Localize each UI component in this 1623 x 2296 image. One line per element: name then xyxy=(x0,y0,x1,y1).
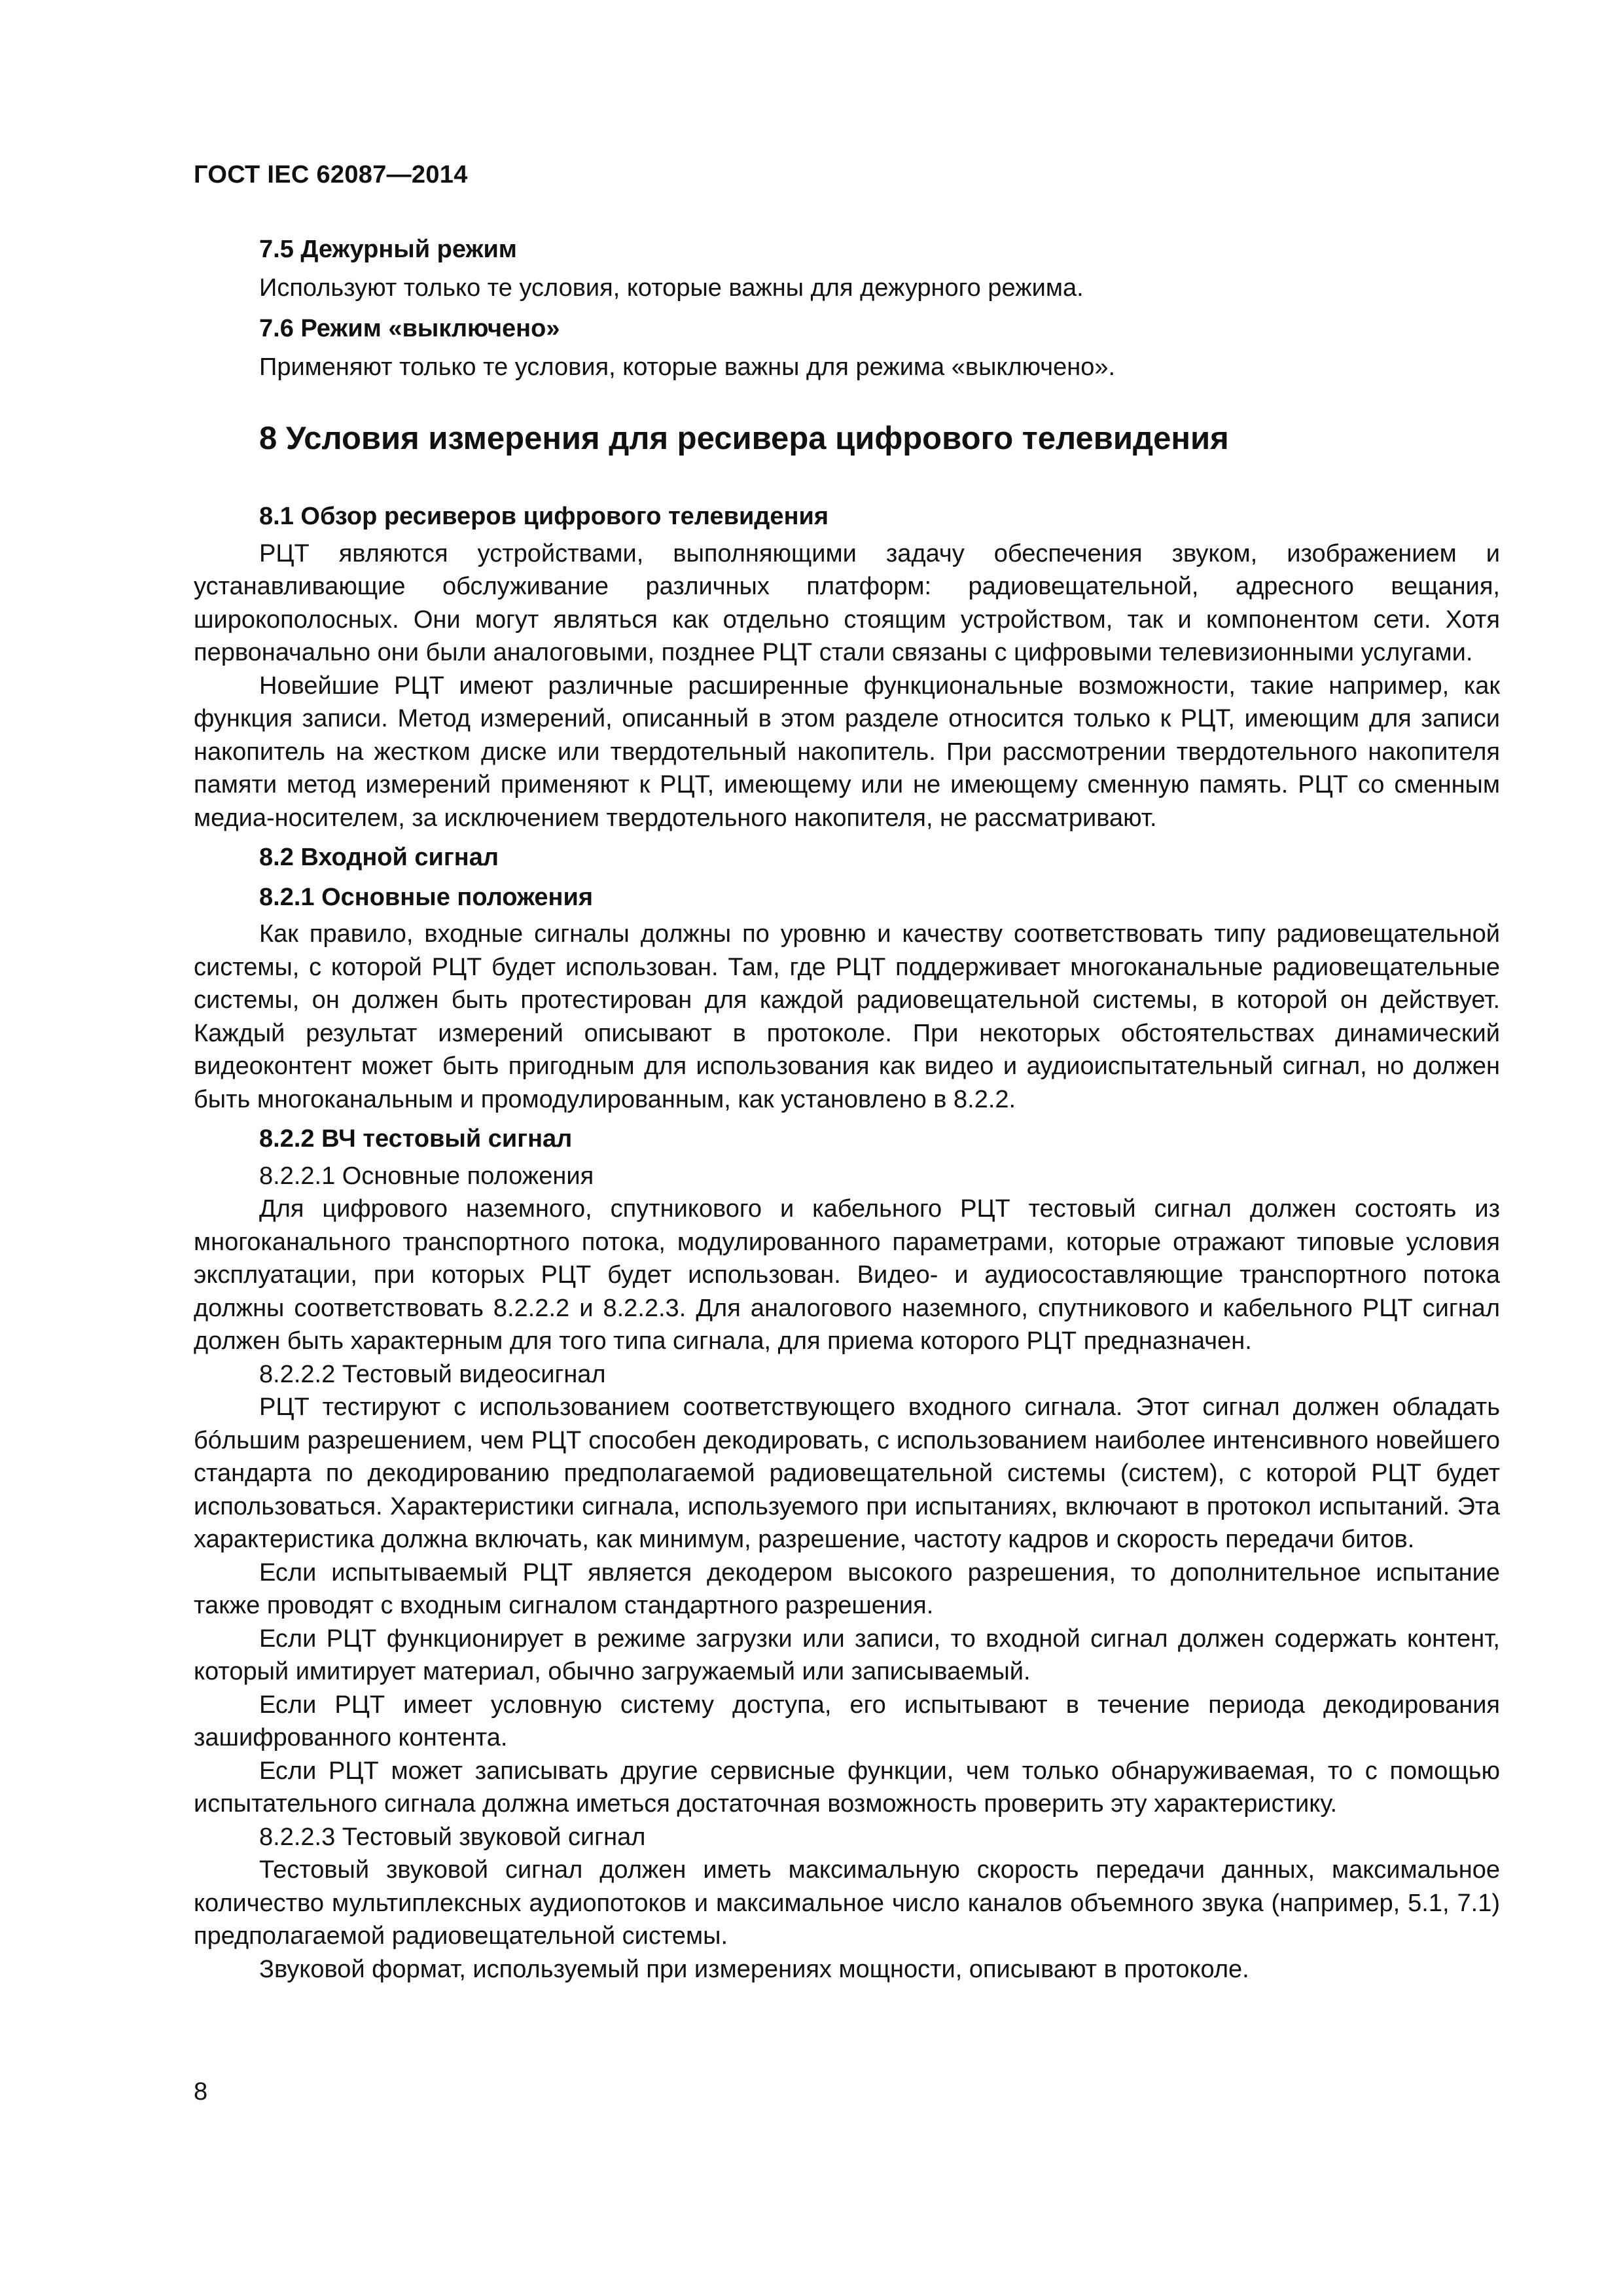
section-8-1-heading: 8.1 Обзор ресиверов цифрового телевидения xyxy=(259,503,829,530)
section-7-6-text: Применяют только те условия, которые важны для режима «выключено». xyxy=(259,353,1116,381)
section-7-5-text: Используют только те условия, которые важны для дежурного режима. xyxy=(259,274,1084,302)
section-8-1-paragraph-1: РЦТ являются устройствами, выполняющими задачу обеспечения звуком, изображением и устанавливающие обслуживание различных платформ: радиовещательной, адресного вещания, широкополосных. Они могут являться как отдельно стоящим устройством, так и компонентом сети. Хотя первоначально они были аналоговыми, позднее РЦТ стали связаны с цифровыми телевизионными услугами. xyxy=(194,539,1500,666)
section-8-2-2-2-heading: 8.2.2.2 Тестовый видеосигнал xyxy=(259,1360,606,1388)
section-8-2-1-heading: 8.2.1 Основные положения xyxy=(259,883,594,911)
page-content xyxy=(194,233,1500,1986)
document-header: ГОСТ IEC 62087—2014 xyxy=(194,161,468,188)
section-8-2-2-1-paragraph-1: Для цифрового наземного, спутникового и кабельного РЦТ тестовый сигнал должен состоять из многоканального транспортного потока, модулированного параметрами, которые отражают типовые условия эксплуатации, при которых РЦТ будет использован. Видео- и аудиосоставляющие транспортного потока должны соответствовать 8.2.2.2 и 8.2.2.3. Для аналогового наземного, спутникового и кабельного РЦТ сигнал должен быть характерным для того типа сигнала, для приема которого РЦТ предназначен. xyxy=(194,1195,1500,1355)
section-8-2-2-1-heading: 8.2.2.1 Основные положения xyxy=(259,1162,594,1190)
page-number: 8 xyxy=(194,2078,208,2106)
section-8-heading: 8 Условия измерения для ресивера цифрового телевидения xyxy=(259,421,1229,456)
section-8-2-2-2-paragraph-1: РЦТ тестируют с использованием соответствующего входного сигнала. Этот сигнал должен обладать бóльшим разрешением, чем РЦТ способен декодировать, с использованием наиболее интенсивного новейшего стандарта по декодированию предполагаемой радиовещательной системы (систем), с которой РЦТ будет использоваться. Характеристики сигнала, используемого при испытаниях, включают в протокол испытаний. Эта характеристика должна включать, как минимум, разрешение, частоту кадров и скорость передачи битов. xyxy=(194,1393,1500,1553)
section-7-5-heading: 7.5 Дежурный режим xyxy=(259,236,517,263)
section-8-2-2-3-paragraph-2: Звуковой формат, используемый при измерениях мощности, описывают в протоколе. xyxy=(259,1955,1249,1983)
section-8-2-2-2-paragraph-2: Если испытываемый РЦТ является декодером высокого разрешения, то дополнительное испытание также проводят с входным сигналом стандартного разрешения. xyxy=(194,1558,1500,1619)
section-8-2-2-2-paragraph-5: Если РЦТ может записывать другие сервисные функции, чем только обнаруживаемая, то с помощью испытательного сигнала должна иметься достаточная возможность проверить эту характеристику. xyxy=(194,1757,1500,1818)
section-8-2-2-2-paragraph-4: Если РЦТ имеет условную систему доступа, его испытывают в течение периода декодирования зашифрованного контента. xyxy=(194,1691,1500,1751)
section-8-2-1-paragraph-1: Как правило, входные сигналы должны по уровню и качеству соответствовать типу радиовещательной системы, с которой РЦТ будет использован. Там, где РЦТ поддерживает многоканальные радиовещательные системы, он должен быть протестирован для каждой радиовещательной системы, в которой он действует. Каждый результат измерений описывают в протоколе. При некоторых обстоятельствах динамический видеоконтент может быть пригодным для использования как видео и аудиоиспытательный сигнал, но должен быть многоканальным и промодулированным, как установлено в 8.2.2. xyxy=(194,920,1500,1113)
section-8-2-2-heading: 8.2.2 ВЧ тестовый сигнал xyxy=(259,1125,573,1153)
section-8-2-heading: 8.2 Входной сигнал xyxy=(259,844,499,871)
section-8-2-2-3-paragraph-1: Тестовый звуковой сигнал должен иметь максимальную скорость передачи данных, максимальное количество мультиплексных аудиопотоков и максимальное число каналов объемного звука (например, 5.1, 7.1) предполагаемой радиовещательной системы. xyxy=(194,1856,1500,1950)
section-8-1-paragraph-2: Новейшие РЦТ имеют различные расширенные функциональные возможности, такие например, как функция записи. Метод измерений, описанный в этом разделе относится только к РЦТ, имеющим для записи накопитель на жестком диске или твердотельный накопитель. При рассмотрении твердотельного накопителя памяти метод измерений применяют к РЦТ, имеющему или не имеющему сменную память. РЦТ со сменным медиа-носителем, за исключением твердотельного накопителя, не рассматривают. xyxy=(194,672,1500,832)
section-8-2-2-3-heading: 8.2.2.3 Тестовый звуковой сигнал xyxy=(259,1823,646,1851)
section-7-6-heading: 7.6 Режим «выключено» xyxy=(259,315,560,342)
section-8-2-2-2-paragraph-3: Если РЦТ функционирует в режиме загрузки или записи, то входной сигнал должен содержать контент, который имитирует материал, обычно загружаемый или записываемый. xyxy=(194,1624,1500,1685)
